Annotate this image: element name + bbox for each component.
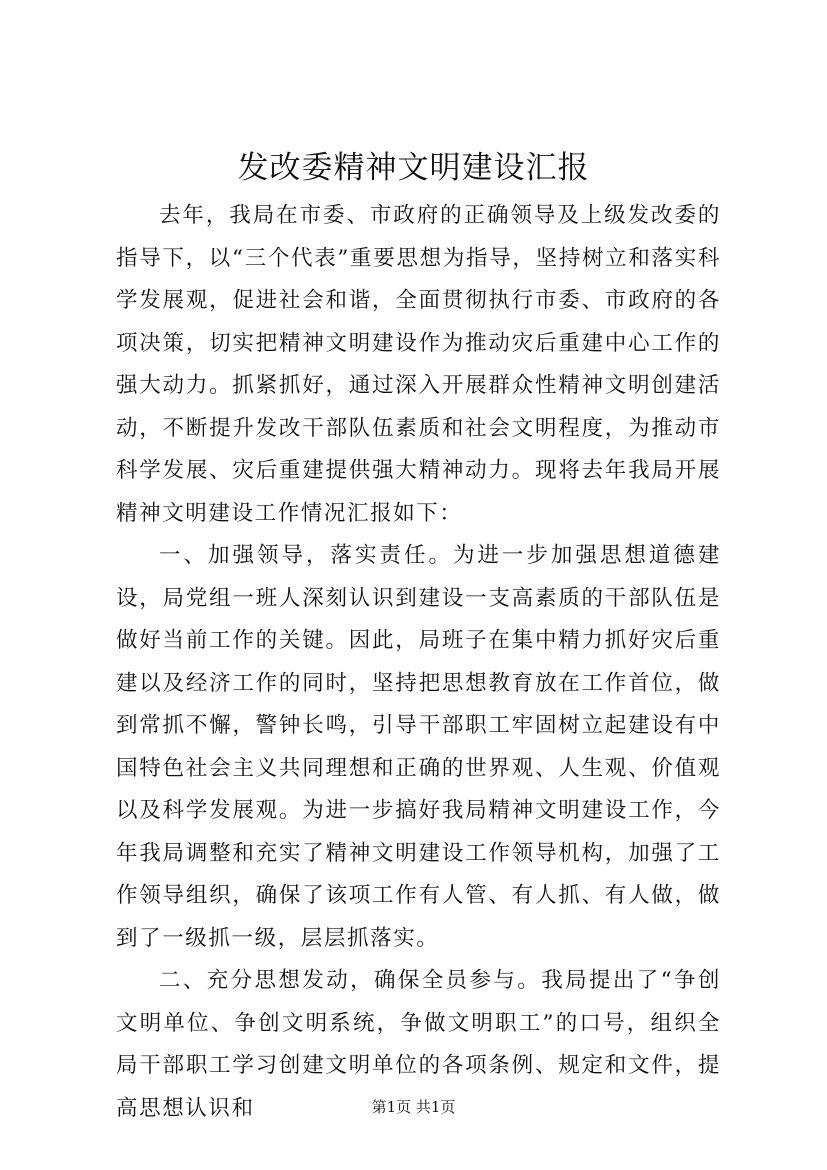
paragraph-section-1: 一、加强领导，落实责任。为进一步加强思想道德建设，局党组一班人深刻认识到建设一支高素质的干部队伍是做好当前工作的关键。因此，局班子在集中精力抓好灾后重建以及经济工作的同时，坚持把思想教育放在工作首位，做到常抓不懈，警钟长鸣，引导干部职工牢固树立起建设有中国特色社会主义共同理想和正确的世界观、人生观、价值观以及科学发展观。为进一步搞好我局精神文明建设工作，今年我局调整和充实了精神文明建设工作领导机构，加强了工作领导组织，确保了该项工作有人管、有人抓、有人做，做到了一级抓一级，层层抓落实。 — [116, 543, 721, 951]
paragraph-intro: 去年，我局在市委、市政府的正确领导及上级发改委的指导下，以“三个代表”重要思想为指导，坚持树立和落实科学发展观，促进社会和谐，全面贯彻执行市委、市政府的各项决策，切实把精神文明建设作为推动灾后重建中心工作的强大动力。抓紧抓好，通过深入开展群众性精神文明创建活动，不断提升发改干部队伍素质和社会文明程度，为推动市科学发展、灾后重建提供强大精神动力。现将去年我局开展精神文明建设工作情况汇报如下： — [116, 203, 721, 526]
paragraph-section-2: 二、充分思想发动，确保全员参与。我局提出了“争创文明单位、争创文明系统，争做文明职工”的口号，组织全局干部职工学习创建文明单位的各项条例、规定和文件，提高思想认识和 — [116, 968, 721, 1121]
page-number-footer: 第1页 共1页 — [371, 1098, 456, 1116]
document-title: 发改委精神文明建设汇报 — [237, 150, 590, 186]
document-body — [116, 195, 721, 1130]
